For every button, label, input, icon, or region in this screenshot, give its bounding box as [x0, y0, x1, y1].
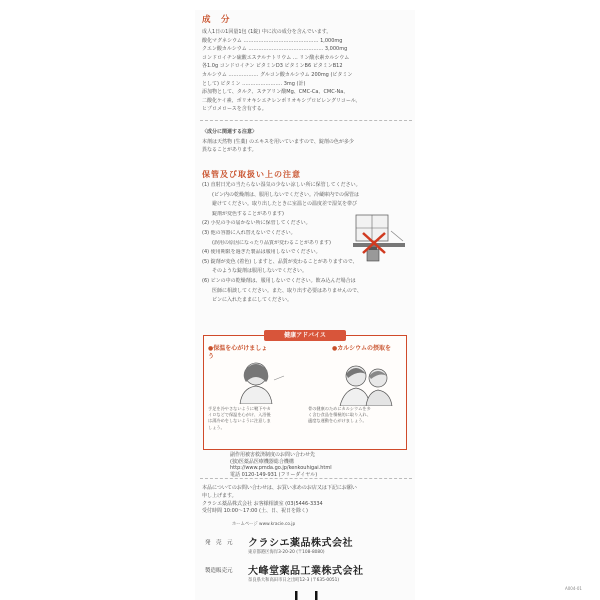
seller-name: クラシエ薬品株式会社 — [248, 538, 353, 549]
text-line: 副作用被害救済制度のお問い合わせ先 — [230, 452, 316, 458]
text-line: 申し上げます。 — [202, 492, 237, 499]
advice-left-heading: ●保温を心がけましょう — [208, 345, 268, 360]
notes-title: 〈成分に関連する注意〉 — [202, 129, 258, 135]
text-line: (2) 小児の手の届かない所に保管してください。 — [202, 220, 311, 227]
text-line: (1) 直射日光の当たらない湿気の少ない涼しい所に保管してください。 — [202, 182, 361, 188]
text-line: として) ビタミン …………………… 3mg (計) — [202, 80, 306, 87]
text-line: (独)医薬品医療機器総合機構 — [230, 458, 294, 465]
maker-address: 奈良県大和高田市日之出町12-3 (〒635-0051) — [248, 578, 340, 583]
text-line: そのような錠剤は服用しないでください。 — [202, 268, 308, 275]
ingredients-title: 成 分 — [202, 15, 231, 25]
text-line: 異なることがあります。 — [202, 147, 257, 153]
maker-role: 製造販売元 — [205, 568, 233, 574]
text-line: クラシエ薬品株式会社 お客様相談室 (03)5446-3334 — [202, 500, 323, 507]
text-line: カルシウム ……………… グルコン酸カルシウム 200mg (ビタミン — [202, 72, 353, 78]
text-line: (5) 錠剤が変色 (着色) しますと、品質が変わることがありますので、 — [202, 258, 358, 265]
seller-address: 東京都港区海岸3-20-20 (〒108-8080) — [248, 550, 325, 555]
text-line: 本剤は天然物 (生薬) のエキスを用いていますので、錠剤の色が多少 — [202, 139, 354, 145]
text-line: 本品についてのお問い合わせは、お買い求めのお店又は下記にお願い — [202, 485, 357, 491]
woman-illustration — [230, 360, 286, 404]
no-sunlight-illustration — [353, 213, 405, 263]
text-line: ビンに入れたままにしてください。 — [202, 297, 293, 304]
text-line: (3) 他の容器に入れ替えないでください。 — [202, 230, 296, 236]
text-line: 酸化マグネシウム ……………………………………… 1,000mg — [202, 37, 343, 44]
corner-code: A004-01 — [565, 586, 582, 591]
text-line: 各1.0g コンドロイチン ビタミンD3 ビタミンB6 ビタミンB12 — [202, 63, 343, 70]
text-line: クエン酸カルシウム ……………………………………… 3,000mg — [202, 46, 348, 53]
text-line: 錠剤が変色することがあります) — [202, 210, 284, 217]
text-line: 避けてください。取り出したときに室温との温度差で湿気を帯び — [202, 201, 358, 208]
maker-name: 大峰堂薬品工業株式会社 — [248, 566, 364, 577]
text-line: (誤用の原因になったり品質が変わることがあります) — [202, 239, 331, 246]
text-line: コンドロイチン硫酸エステルナトリウム … リン酸水素カルシウム — [202, 54, 350, 61]
health-advice-badge: 健康アドバイス — [264, 330, 346, 341]
text-line: http://www.pmda.go.jp/kenkouhigai.html — [230, 465, 332, 472]
text-line: 添加物として、タルク、ステアリン酸Mg、CMC-Ca、CMC-Na、 — [202, 89, 349, 96]
homepage-text: ホームページ www.kracie.co.jp — [232, 522, 296, 527]
text-line: 医師に相談してください。また、取り出す必要はありませんので、 — [202, 287, 362, 294]
divider — [200, 478, 412, 479]
seller-role: 発 売 元 — [205, 540, 233, 546]
divider — [200, 120, 412, 121]
text-line: 電話 0120-149-931 (フリーダイヤル) — [230, 471, 318, 478]
text-line: 二酸化ケイ素、ポリオキシエチレンポリオキシプロピレングリコール、 — [202, 97, 361, 104]
text-line: (4) 使用期限を過ぎた製品は服用しないでください。 — [202, 249, 321, 256]
text-line: ヒプロメロースを含有する。 — [202, 106, 267, 113]
text-line: 受付時間 10:00〜17:00 (土、日、祝日を除く) — [202, 508, 308, 515]
storage-title: 保管及び取扱い上の注意 — [202, 170, 301, 179]
couple-illustration — [336, 362, 398, 406]
text-line: (ビン内の乾燥剤は、服用しないでください。冷蔵庫内での保管は — [202, 191, 359, 198]
advice-right-heading: ●カルシウムの摂取を — [332, 345, 392, 352]
barcode-marks — [293, 591, 323, 600]
advice-left-text: 手足を冷やさないように靴下やカイロなどで保温を心がけ、入浴後は湯冷めをしないように注意しましょう。 — [208, 406, 271, 430]
text-line: (6) ビンの中の乾燥剤は、服用しないでください。飲み込んだ場合は — [202, 278, 356, 284]
advice-right-text: 骨の健康のためにカルシウムを多く含む食品を積極的に取り入れ、適度な運動を心がけましょう。 — [308, 406, 372, 424]
text-line: 成人1日の1回量1包 (1錠) 中に次の成分を含んでいます。 — [202, 29, 332, 35]
health-advice-box — [203, 332, 407, 450]
